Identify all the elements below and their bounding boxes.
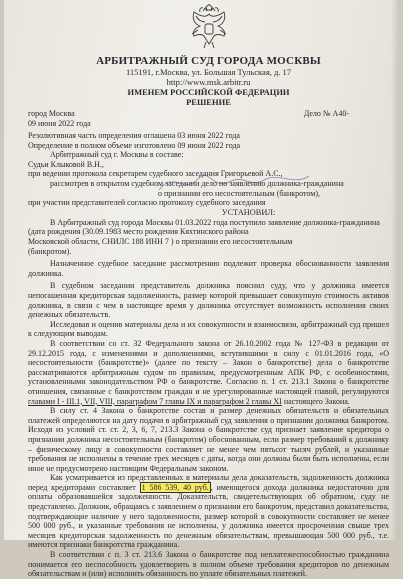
city: город Москва xyxy=(28,109,75,118)
established-heading: УСТАНОВИЛ: xyxy=(221,207,276,217)
court-name: АРБИТРАЖНЫЙ СУД ГОРОДА МОСКВЫ xyxy=(96,55,321,67)
paragraph: В судебном заседании представитель должника пояснил суду, что у должника имеется непогашенная кредиторская задолженность, размер которой превышает совокупную стоимость активов должника, в связи с чем в настоящее время у должника отсутствует возможность исполнения своих денежных обязательств. xyxy=(28,281,389,320)
intro-line: при ведении протокола секретарем судебного заседания Григорьевой А.С., xyxy=(28,169,283,179)
page-fold-shadow xyxy=(391,0,399,540)
paragraph-text: , имеющегося дохода должника недостаточно для оплаты образовавшейся задолженности. Доказательств, свидетельствующих об обратном, суду не представлено. Должник, обращаясь с заявлением о признании его банкротом, представил доказательства, подтверждающие наличие у него задолженности, размер которой в совокупности составляет не менее 500 000 руб., и указанные требования не исполнены, у должника имеется просроченная свыше трех месяцев кредиторская задолженность по денежным обязательствам, превышающая 500 000 руб., т.е. имеются признаки банкротства гражданина. xyxy=(28,482,389,550)
intro-line: о признании его несостоятельным (банкротом), xyxy=(158,188,320,198)
intro-line: Резолютивная часть определения оглашена 03 июня 2022 года xyxy=(28,131,240,141)
double-headed-eagle-icon xyxy=(186,4,232,52)
paragraph xyxy=(28,473,389,550)
body-line: (банкротом). xyxy=(28,246,72,256)
paragraph: В соответствии с п. 3 ст. 213.6 Закона о банкротстве под неплатежеспособностью гражданина понимается его неспособность удовлетворить в полном объеме требования кредиторов по денежным обязательствам и (или) исполнить обязанность по уплате обязательных платежей. xyxy=(28,550,389,579)
underlined-reference: главами I - III.1, VII, VIII, параграфом 7 главы IX и параграфом 2 главы XI xyxy=(28,396,282,406)
intro-line: при участии представителей согласно протоколу судебного заседания xyxy=(28,198,266,208)
body-line: Московской области, СНИЛС 188 ИНН 7 ) о признании его несостоятельным xyxy=(28,237,293,247)
court-website: http://www.msk.arbitr.ru xyxy=(166,77,251,87)
highlighted-debt-amount: 1 586 539, 40 руб. xyxy=(141,482,209,492)
intro-line: Арбитражный суд г. Москвы в составе: xyxy=(50,150,184,160)
body-line: (дата рождения (30.09.1983 место рождения Кяхтинского района xyxy=(28,227,249,237)
coat-of-arms xyxy=(28,4,389,54)
city-case-row xyxy=(28,109,389,119)
paragraph-text: настоящего Закона. xyxy=(283,396,350,406)
body-line: В Арбитражный суд города Москвы 01.03.2022 года поступило заявление должника-гражданина xyxy=(50,217,380,227)
document-page xyxy=(4,0,399,579)
paragraph-text: В соответствии со ст. 32 Федерального закона от 26.10.2002 года № 127-ФЗ в редакции от 29.12.2015 года, с изменениями и дополнениями, вступившими в силу с 01.01.2016 года, «О несостоятельности (банкротстве)» (далее по тексту – Закон о банкротстве) дела о банкротстве рассматриваются арбитражным судом по правилам, предусмотренным АПК РФ, с особенностями, установленными законодательством РФ о банкротстве. Согласно п. 1 ст. 213.1 Закона о банкротстве отношения, связанные с банкротством граждан и не урегулированные настоящей главой, регулируются xyxy=(28,338,389,396)
paragraph: Исследовав и оценив материалы дела и их совокупности и взаимосвязи, арбитражный суд пришел к следующим выводам. xyxy=(28,319,389,339)
paragraph: Назначенное судебное заседание рассмотрению подлежит проверка обоснованности заявления должника. xyxy=(28,259,389,278)
intro-line: Определение в полном объеме изготовлено 09 июня 2022 года xyxy=(28,140,241,150)
court-address: 115191, г.Москва, ул. Большая Тульская, д. 17 xyxy=(125,67,292,77)
decision-date: 09 июня 2022 года xyxy=(28,118,91,128)
paragraph: В силу ст. 4 Закона о банкротстве состав и размер денежных обязательств и обязательных платежей определяются на дату подачи в арбитражный суд заявления о признании должника банкротом. Исходя из условий ст. ст. 2, 3, 6, 7, 213.3 Закона о банкротстве суд признает заявление кредитора о признании должника несостоятельным (банкротом) обоснованным, если размер требований к должнику – физическому лицу в совокупности составляет не менее чем пятьсот тысяч рублей, и указанные требования не исполнены в течение трех месяцев с даты, когда они должны были быть исполнены, если иное не предусмотрено настоящим Федеральным законом. xyxy=(28,406,389,473)
intro-line: Судьи Клыковой В.Н., xyxy=(28,159,104,169)
document-type: РЕШЕНИЕ xyxy=(186,97,231,107)
paragraph xyxy=(28,339,389,406)
in-name-heading: ИМЕНЕМ РОССИЙСКОЙ ФЕДЕРАЦИИ xyxy=(127,87,290,97)
case-number: Дело № А40- xyxy=(303,109,349,118)
intro-line: рассмотрев в открытом судебном заседании дело по заявлению должника-гражданина xyxy=(50,179,344,189)
paragraph-text: Как усматривается из представленных в материалы дела доказательств, задолженность должника перед кредиторами составляет xyxy=(28,473,389,492)
